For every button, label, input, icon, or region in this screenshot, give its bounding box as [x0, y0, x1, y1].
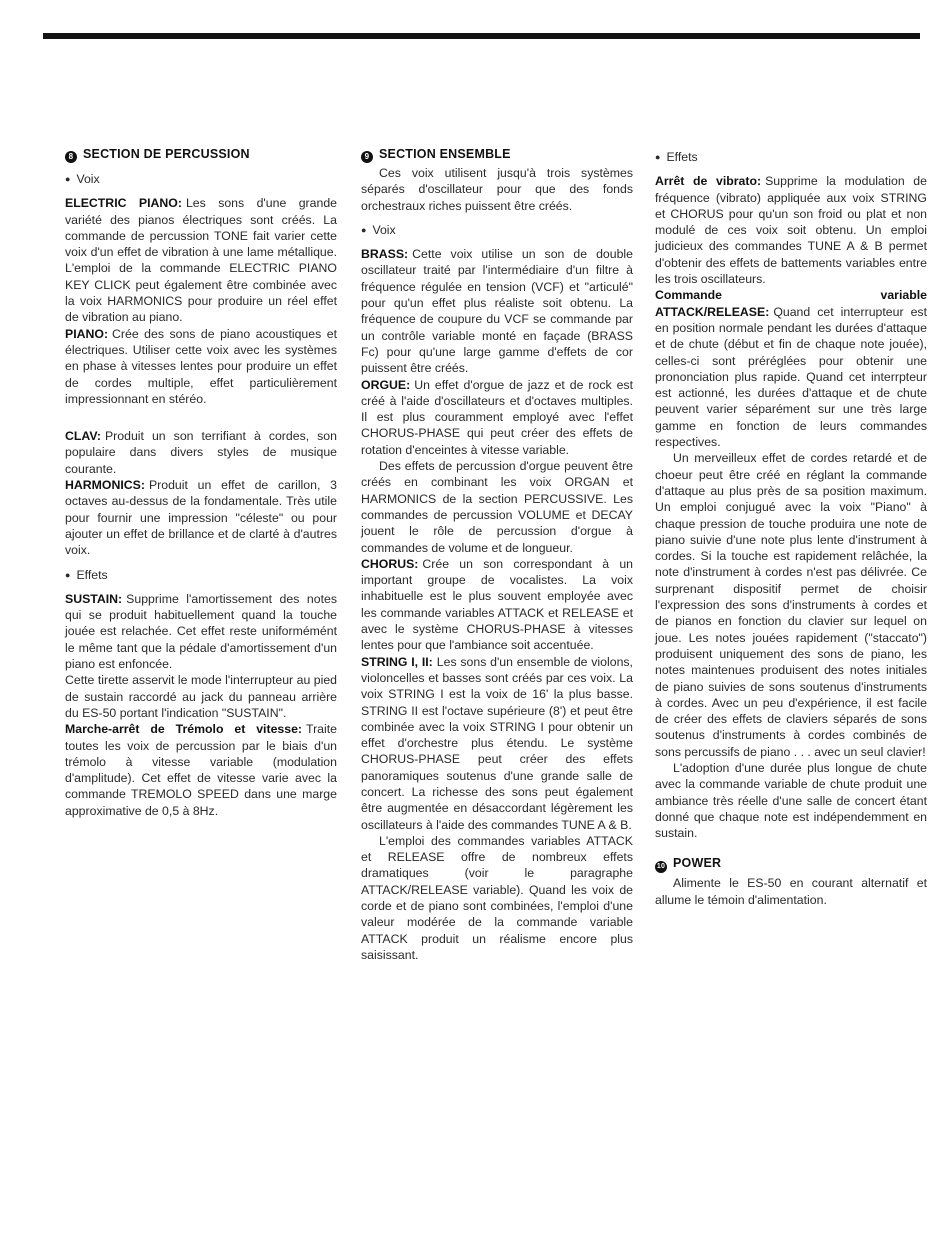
section-heading-percussion: 8 SECTION DE PERCUSSION: [65, 146, 337, 163]
paragraph-string: STRING I, II: Les sons d'un ensemble de violons, violoncelles et basses sont créés par ces voix. La voix STRING I est la voix de 16' la plus basse. STRING II est l'octave supérieure (8') et peut être combinée avec la voix STRING I pour obtenir un effet d'orchestre plus étendu. Le système CHORUS-PHASE peut créer des effets panoramiques soutenus d'une grande salle de concert. La richesse des sons peut également être augmentée en désaccordant légèrement les oscillateurs à l'aide des commandes TUNE A & B.: [361, 654, 633, 832]
paragraph-string-delay: Un merveilleux effet de cordes retardé et de choeur peut être créé en réglant la commande d'attaque au plus près de sa position maximum. Un emploi conjugué avec la voix "Piano" à chaque pression de touche produira une note de piano suivie d'une note plus lente d'instrument à cordes. Si la touche est rapidement relâchée, la note d'instrument à cordes n'est pas délivrée. Ce surprenant dispositif permet de choisir l'expression des sons d'instruments à cordes et de pianos en fonction du clavier sur lequel on joue. Les notes jouées rapidement ("staccato") produisent uniquement des sons de piano, les notes maintenues produisent des notes initiales de piano suivies de sons soutenus d'instruments à cordes. Avec un peu d'expérience, il est facile de créer des effets de claviers séparés de sons soutenus d'instruments à cordes combinés de sons percussifs de piano . . . avec un seul clavier!: [655, 451, 927, 759]
section-heading-power: 10 POWER: [655, 855, 927, 873]
paragraph-orgue-percussion: Des effets de percussion d'orgue peuvent être créés en combinant les voix ORGAN et HARMONICS de la section PERCUSSIVE. Les commandes de percussion VOLUME et DECAY jouent le rôle de percussion d'orgue à commandes de volume et de longueur.: [361, 459, 633, 555]
paragraph-brass: BRASS: Cette voix utilise un son de double oscillateur traité par l'intermédiaire d'un filtre à fréquence régulée en tension (VCF) et "articulé" pour qu'un effet plus réaliste soit obtenu. La fréquence de coupure du VCF se commande par un contrôle variable monté en façade (BRASS Fc) pour qu'une large gamme d'effets de cor puissent être créés.: [361, 247, 633, 376]
paragraph-tremolo: Marche-arrêt de Trémolo et vitesse: Traite toutes les voix de percussion par le biais d'un trémolo à vitesse variable (modulation d'amplitude). Cet effet de vitesse varie avec la commande TREMOLO SPEED dans une marge approximative de 0,5 à 8Hz.: [65, 722, 337, 818]
paragraph-clav: CLAV: Produit un son terrifiant à cordes, son populaire dans divers styles de musique courante.: [65, 429, 337, 476]
section-heading-ensemble: 9 SECTION ENSEMBLE: [361, 146, 633, 163]
paragraph-attack-release-use: L'emploi des commandes variables ATTACK et RELEASE offre de nombreux effets dramatiques (voir le paragraphe ATTACK/RELEASE variable). Quand les voix de corde et de piano sont combinées, l'emploi d'une valeur modérée de la commande variable ATTACK produit un réalisme encore plus saisissant.: [361, 833, 633, 962]
section-number-badge: 9: [361, 151, 373, 163]
paragraph-piano: PIANO: Crée des sons de piano acoustiques et électriques. Utiliser cette voix avec les systèmes en phase à vitesses lentes pour produire un effet de cordes multiple, effet particulièrement impressionnant en stéréo.: [65, 326, 337, 406]
column-percussion: [65, 146, 337, 819]
subheading-voix: ● Voix: [361, 222, 633, 238]
section-number-badge: 8: [65, 151, 77, 163]
section-number-badge: 10: [655, 861, 667, 873]
paragraph-harmonics: HARMONICS: Produit un effet de carillon, 3 octaves au-dessus de la fondamentale. Très utile pour fournir une impression "céleste" ou pour ajouter un effet de brillance et de clarté à d'autres voix.: [65, 478, 337, 558]
subheading-effets: ● Effets: [65, 567, 337, 583]
paragraph-intro: Ces voix utilisent jusqu'à trois systèmes séparés d'oscillateur pour que des fonds orchestraux riches puissent être créés.: [361, 166, 633, 213]
paragraph-vibrato: Arrêt de vibrato: Supprime la modulation de fréquence (vibrato) appliquée aux voix STRING et CHORUS pour qu'un son froid ou plat et non modulé de ces voix soit obtenu. Un emploi judicieux des commandes TUNE A & B permet d'obtenir des effets de battements variables entre les trois oscillateurs.: [655, 174, 927, 287]
subheading-voix: ● Voix: [65, 171, 337, 187]
paragraph-attack-release: Commande variable ATTACK/RELEASE: Quand cet interrupteur est en position normale pendant les durées d'attaque et de chute (début et fin de chaque note jouée), celles-ci sont préréglées pour obtenir une prononciation plus rapide. Quand cet interrpteur est actionné, les durées d'attaque et de chute peuvent varier séparément sur une très large gamme en fonction de leurs commandes respectives.: [655, 288, 927, 450]
paragraph-long-release: L'adoption d'une durée plus longue de chute avec la commande variable de chute produit une ambiance très réelle d'une salle de concert étant donné que chaque note est indépendemment en sustain.: [655, 760, 927, 841]
paragraph-power: Alimente le ES-50 en courant alternatif et allume le témoin d'alimentation.: [655, 876, 927, 907]
paragraph-sustain-switch: Cette tirette asservit le mode l'interrupteur au pied de sustain raccordé au jack du panneau arrière du ES-50 portant l'indication "SUSTAIN".: [65, 673, 337, 720]
subheading-effets: ● Effets: [655, 149, 927, 165]
top-rule: [43, 33, 920, 39]
column-effets-power: [655, 146, 927, 908]
paragraph-electric-piano: ELECTRIC PIANO: Les sons d'une grande variété des pianos électriques sont créés. La commande de percussion TONE fait varier cette voix d'un effet de vibration à une lame métallique. L'emploi de la commande ELECTRIC PIANO KEY CLICK peut également être combinée avec la voix HARMONICS pour produire un réel effet de vibration au piano.: [65, 196, 337, 325]
column-ensemble: [361, 146, 633, 963]
paragraph-orgue: ORGUE: Un effet d'orgue de jazz et de rock est créé à l'aide d'oscillateurs et d'octaves multiples. Il est plus couramment employé avec l'effet CHORUS-PHASE qui peut créer des effets de rotation d'enceintes à vitesse variable.: [361, 377, 633, 457]
paragraph-chorus: CHORUS: Crée un son correspondant à un important groupe de vocalistes. La voix inhabituelle est le plus souvent employée avec les commande variables ATTACK et RELEASE et avec le système CHORUS-PHASE à vitesses lentes pour que l'ambiance soit accentuée.: [361, 556, 633, 653]
paragraph-sustain: SUSTAIN: Supprime l'amortissement des notes qui se produit habituellement quand la touche jouée est relachée. Cet effet reste uniformémént le même tant que la pédale d'amortissement d'un piano est enfoncée.: [65, 591, 337, 672]
